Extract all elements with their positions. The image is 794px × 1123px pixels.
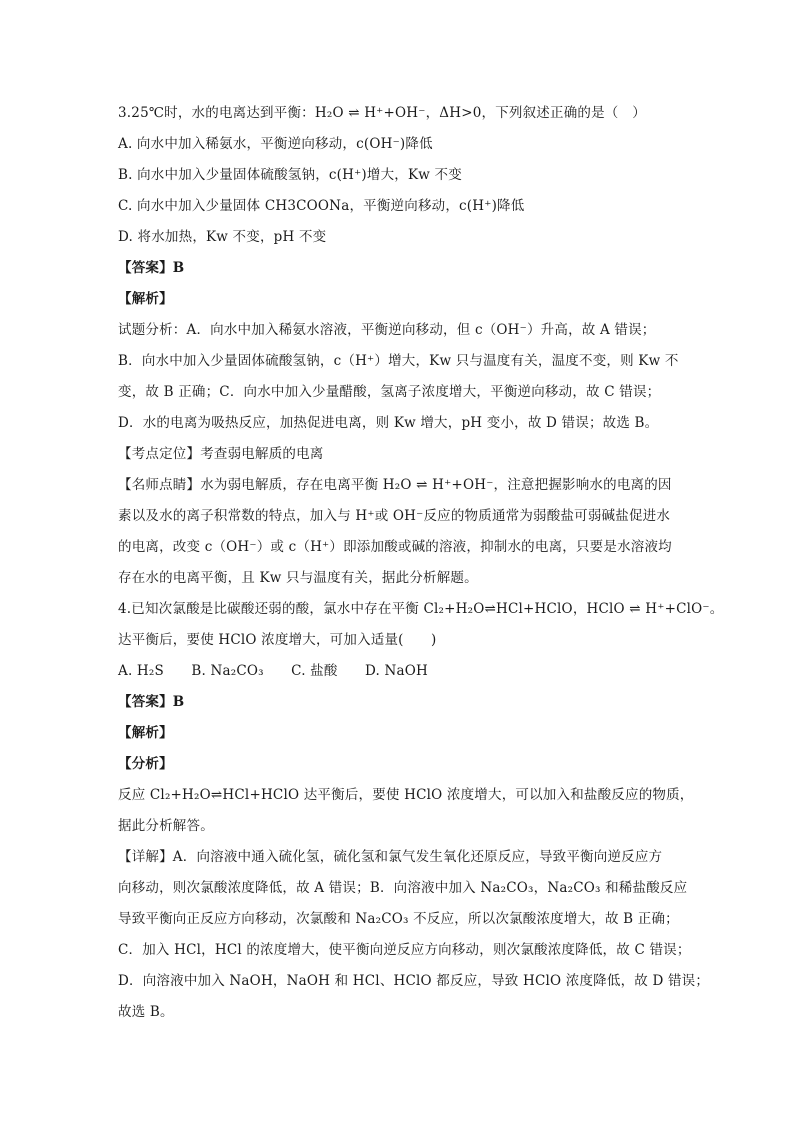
q4-xiangjie-line: 导致平衡向正反应方向移动，次氯酸和 Na₂CO₃ 不反应，所以次氯酸浓度增大，故 B 正确； [118, 911, 679, 927]
q4-fenxi-heading: 【分析】 [118, 756, 173, 772]
q3-mingshi-line: 存在水的电离平衡，且 Kw 只与温度有关，据此分析解题。 [118, 570, 478, 586]
q4-stem-line: 4.已知次氯酸是比碳酸还弱的酸，氯水中存在平衡 Cl₂+H₂O⇌HCl+HClO，HClO ⇌ H⁺+ClO⁻。 [118, 601, 724, 617]
q3-mingshi-line: 的电离，改变 c（OH⁻）或 c（H⁺）即添加酸或碱的溶液，抑制水的电离，只要是水溶液均 [118, 539, 672, 555]
q4-options: A. H₂S B. Na₂CO₃ C. 盐酸 D. NaOH [118, 663, 429, 679]
q3-option-c: C. 向水中加入少量固体 CH3COONa，平衡逆向移动，c(H⁺)降低 [118, 198, 525, 214]
q4-answer: 【答案】B [118, 694, 185, 710]
q4-xiangjie-line: 故选 B。 [118, 1004, 174, 1020]
q3-analysis-line: B．向水中加入少量固体硫酸氢钠，c（H⁺）增大，Kw 只与温度有关，温度不变，则 Kw 不 [118, 353, 679, 369]
q3-analysis-line: 试题分析：A．向水中加入稀氨水溶液，平衡逆向移动，但 c（OH⁻）升高，故 A 错误； [118, 322, 656, 338]
q3-option-a: A. 向水中加入稀氨水，平衡逆向移动，c(OH⁻)降低 [118, 136, 433, 152]
q3-answer: 【答案】B [118, 260, 185, 276]
q3-kaodian: 【考点定位】考查弱电解质的电离 [118, 446, 324, 462]
q3-option-b: B. 向水中加入少量固体硫酸氢钠，c(H⁺)增大，Kw 不变 [118, 167, 462, 183]
q3-analysis-heading: 【解析】 [118, 291, 173, 307]
q4-xiangjie-line: 【详解】A．向溶液中通入硫化氢，硫化氢和氯气发生氧化还原反应，导致平衡向逆反应方 [118, 849, 663, 865]
q4-stem-line: 达平衡后，要使 HClO 浓度增大，可加入适量( ) [118, 632, 437, 648]
q3-mingshi-line: 素以及水的离子积常数的特点，加入与 H⁺或 OH⁻反应的物质通常为弱酸盐可弱碱盐促进水 [118, 508, 671, 524]
q4-analysis-heading: 【解析】 [118, 725, 173, 741]
q4-xiangjie-line: 向移动，则次氯酸浓度降低，故 A 错误；B．向溶液中加入 Na₂CO₃，Na₂CO₃ 和稀盐酸反应 [118, 880, 688, 896]
q4-fenxi-line: 据此分析解答。 [118, 818, 214, 834]
q3-stem: 3.25℃时，水的电离达到平衡：H₂O ⇌ H⁺+OH⁻，ΔH>0，下列叙述正确的是（ ） [118, 105, 646, 121]
q4-xiangjie-line: D．向溶液中加入 NaOH，NaOH 和 HCl、HClO 都反应，导致 HClO 浓度降低，故 D 错误； [118, 973, 710, 989]
q3-option-d: D. 将水加热，Kw 不变，pH 不变 [118, 229, 327, 245]
q3-analysis-line: 变，故 B 正确；C．向水中加入少量醋酸，氢离子浓度增大，平衡逆向移动，故 C 错误； [118, 384, 661, 400]
q4-fenxi-line: 反应 Cl₂+H₂O⇌HCl+HClO 达平衡后，要使 HClO 浓度增大，可以加入和盐酸反应的物质， [118, 787, 694, 803]
q3-analysis-line: D．水的电离为吸热反应，加热促进电离，则 Kw 增大，pH 变小，故 D 错误；故选 B。 [118, 415, 659, 431]
q3-mingshi-line: 【名师点睛】水为弱电解质，存在电离平衡 H₂O ⇌ H⁺+OH⁻，注意把握影响水的电离的因 [118, 477, 672, 493]
q4-xiangjie-line: C．加入 HCl，HCl 的浓度增大，使平衡向逆反应方向移动，则次氯酸浓度降低，故 C 错误； [118, 942, 691, 958]
